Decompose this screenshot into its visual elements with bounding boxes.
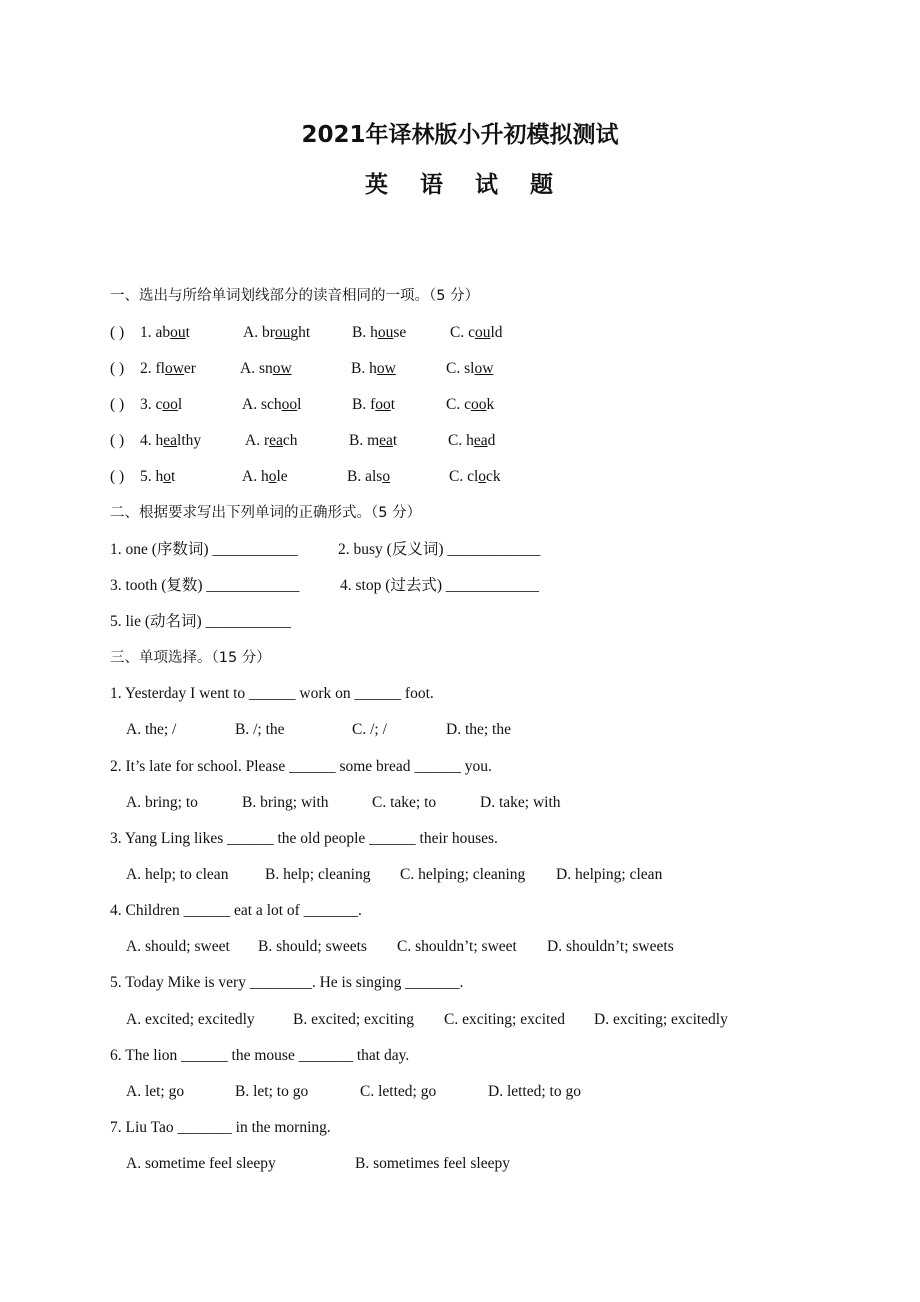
section1-row-5-option-b — [347, 467, 390, 487]
underlined-letters: o — [478, 468, 487, 485]
underlined-letters: ea — [379, 432, 393, 449]
word-part: l — [177, 396, 183, 413]
option-c: C. /; / — [352, 721, 387, 738]
section2-item-3: 3. tooth (复数) ____________ — [110, 577, 300, 594]
option-b: B. bring; with — [242, 794, 329, 811]
option-c: C. exciting; excited — [444, 1011, 565, 1028]
word-part: t — [392, 432, 398, 449]
word-part: 3. c — [140, 396, 163, 413]
word-part: B. f — [352, 396, 376, 413]
option-d: D. exciting; excitedly — [594, 1011, 728, 1028]
section1-row-2-option-a — [240, 359, 292, 379]
word-part: C. cl — [449, 468, 479, 485]
option-a: A. bring; to — [126, 794, 198, 811]
option-a: A. the; / — [126, 721, 177, 738]
word-part: B. m — [349, 432, 380, 449]
question-4: 4. Children ______ eat a lot of _______. — [110, 902, 362, 919]
section1-row-2-option-b — [351, 359, 396, 379]
option-a: A. sometime feel sleepy — [126, 1155, 276, 1172]
section1-row-1-option-c — [450, 323, 503, 343]
option-b: B. /; the — [235, 721, 285, 738]
option-a: A. excited; excitedly — [126, 1011, 255, 1028]
question-3: 3. Yang Ling likes ______ the old people ______ their houses. — [110, 830, 498, 847]
option-d: D. letted; to go — [488, 1083, 581, 1100]
option-c: C. shouldn’t; sweet — [397, 938, 517, 955]
underlined-letters: oo — [162, 396, 178, 413]
option-c: C. letted; go — [360, 1083, 437, 1100]
underlined-letters: oo — [375, 396, 391, 413]
underlined-letters: ou — [274, 324, 291, 341]
option-a: A. let; go — [126, 1083, 185, 1100]
section1-row-3-option-a — [242, 395, 301, 415]
question-5: 5. Today Mike is very ________. He is singing _______. — [110, 974, 464, 991]
underlined-letters: ea — [163, 432, 178, 449]
word-part: 2. fl — [140, 360, 165, 377]
section1-row-1-option-b — [352, 323, 406, 343]
section1-row-3-option-c — [446, 395, 494, 415]
word-part: ch — [282, 432, 298, 449]
question-2: 2. It’s late for school. Please ______ some bread ______ you. — [110, 758, 492, 775]
underlined-letters: oo — [281, 396, 298, 413]
word-part: l — [297, 396, 302, 413]
section1-row-1-answer-paren: ( ) — [110, 324, 125, 341]
section1-row-4-option-c — [448, 431, 495, 451]
option-b: B. excited; exciting — [293, 1011, 414, 1028]
option-b: B. should; sweets — [258, 938, 367, 955]
word-part: C. c — [446, 396, 471, 413]
word-part: lthy — [177, 432, 202, 449]
section1-row-5-option-a — [242, 467, 288, 487]
section2-item-2: 2. busy (反义词) ____________ — [338, 541, 541, 558]
word-part: C. c — [450, 324, 475, 341]
word-part: t — [185, 324, 190, 341]
underlined-letters: ow — [164, 360, 184, 377]
question-7: 7. Liu Tao _______ in the morning. — [110, 1119, 331, 1136]
option-a: A. should; sweet — [126, 938, 230, 955]
word-part: A. r — [245, 432, 270, 449]
underlined-letters: ea — [473, 432, 488, 449]
underlined-letters: oo — [470, 396, 487, 413]
word-part: er — [183, 360, 196, 377]
word-part: ght — [290, 324, 311, 341]
section2-heading: 二、根据要求写出下列单词的正确形式。（5 分） — [110, 505, 422, 521]
section1-row-2-item-word — [140, 359, 196, 379]
underlined-letters: ea — [269, 432, 283, 449]
section1-row-4-item-word — [140, 431, 201, 451]
word-part: le — [276, 468, 288, 485]
question-1: 1. Yesterday I went to ______ work on ______ foot. — [110, 685, 434, 702]
underlined-letters: ow — [272, 360, 292, 377]
section3-heading: 三、单项选择。（15 分） — [110, 650, 271, 666]
section1-row-3-option-b — [352, 395, 395, 415]
section1-heading: 一、选出与所给单词划线部分的读音相同的一项。（5 分） — [110, 288, 480, 304]
underlined-letters: o — [268, 468, 277, 485]
option-d: D. shouldn’t; sweets — [547, 938, 674, 955]
section1-row-4-option-b — [349, 431, 397, 451]
section1-row-2-option-c — [446, 359, 493, 379]
word-part: A. sch — [242, 396, 282, 413]
word-part: B. h — [352, 324, 378, 341]
section2-item-4: 4. stop (过去式) ____________ — [340, 577, 539, 594]
section1-row-3-item-word — [140, 395, 182, 415]
section1-row-5-item-word — [140, 467, 175, 487]
option-d: D. take; with — [480, 794, 561, 811]
underlined-letters: ou — [170, 324, 186, 341]
section1-row-1-item-word — [140, 323, 190, 343]
option-c: C. take; to — [372, 794, 437, 811]
section2-item-5: 5. lie (动名词) ___________ — [110, 613, 291, 630]
word-part: A. sn — [240, 360, 273, 377]
option-d: D. helping; clean — [556, 866, 663, 883]
page-title: 2021年译林版小升初模拟测试 — [301, 122, 619, 148]
option-c: C. helping; cleaning — [400, 866, 526, 883]
word-part: k — [486, 396, 495, 413]
word-part: A. br — [243, 324, 275, 341]
word-part: C. sl — [446, 360, 475, 377]
section1-row-2-answer-paren: ( ) — [110, 360, 125, 377]
option-d: D. the; the — [446, 721, 511, 738]
word-part: 5. h — [140, 468, 164, 485]
underlined-letters: ou — [377, 324, 394, 341]
underlined-letters: ow — [376, 360, 396, 377]
word-part: A. h — [242, 468, 269, 485]
word-part: ck — [486, 468, 501, 485]
question-6: 6. The lion ______ the mouse _______ that day. — [110, 1047, 410, 1064]
underlined-letters: ow — [474, 360, 494, 377]
underlined-letters: ou — [474, 324, 491, 341]
section1-row-3-answer-paren: ( ) — [110, 396, 125, 413]
word-part: se — [393, 324, 407, 341]
word-part: B. h — [351, 360, 377, 377]
section2-item-1: 1. one (序数词) ___________ — [110, 541, 298, 558]
word-part: t — [390, 396, 396, 413]
page-subtitle: 英 语 试 题 — [364, 172, 566, 198]
underlined-letters: o — [382, 468, 391, 485]
section1-row-4-answer-paren: ( ) — [110, 432, 125, 449]
section1-row-4-option-a — [245, 431, 298, 451]
word-part: 1. ab — [140, 324, 171, 341]
word-part: t — [171, 468, 176, 485]
option-b: B. let; to go — [235, 1083, 309, 1100]
option-b: B. sometimes feel sleepy — [355, 1155, 510, 1172]
option-a: A. help; to clean — [126, 866, 229, 883]
word-part: 4. h — [140, 432, 164, 449]
underlined-letters: o — [163, 468, 171, 485]
word-part: B. als — [347, 468, 383, 485]
section1-row-5-answer-paren: ( ) — [110, 468, 125, 485]
option-b: B. help; cleaning — [265, 866, 371, 883]
section1-row-5-option-c — [449, 467, 501, 487]
word-part: d — [487, 432, 496, 449]
word-part: ld — [490, 324, 503, 341]
word-part: C. h — [448, 432, 474, 449]
section1-row-1-option-a — [243, 323, 310, 343]
